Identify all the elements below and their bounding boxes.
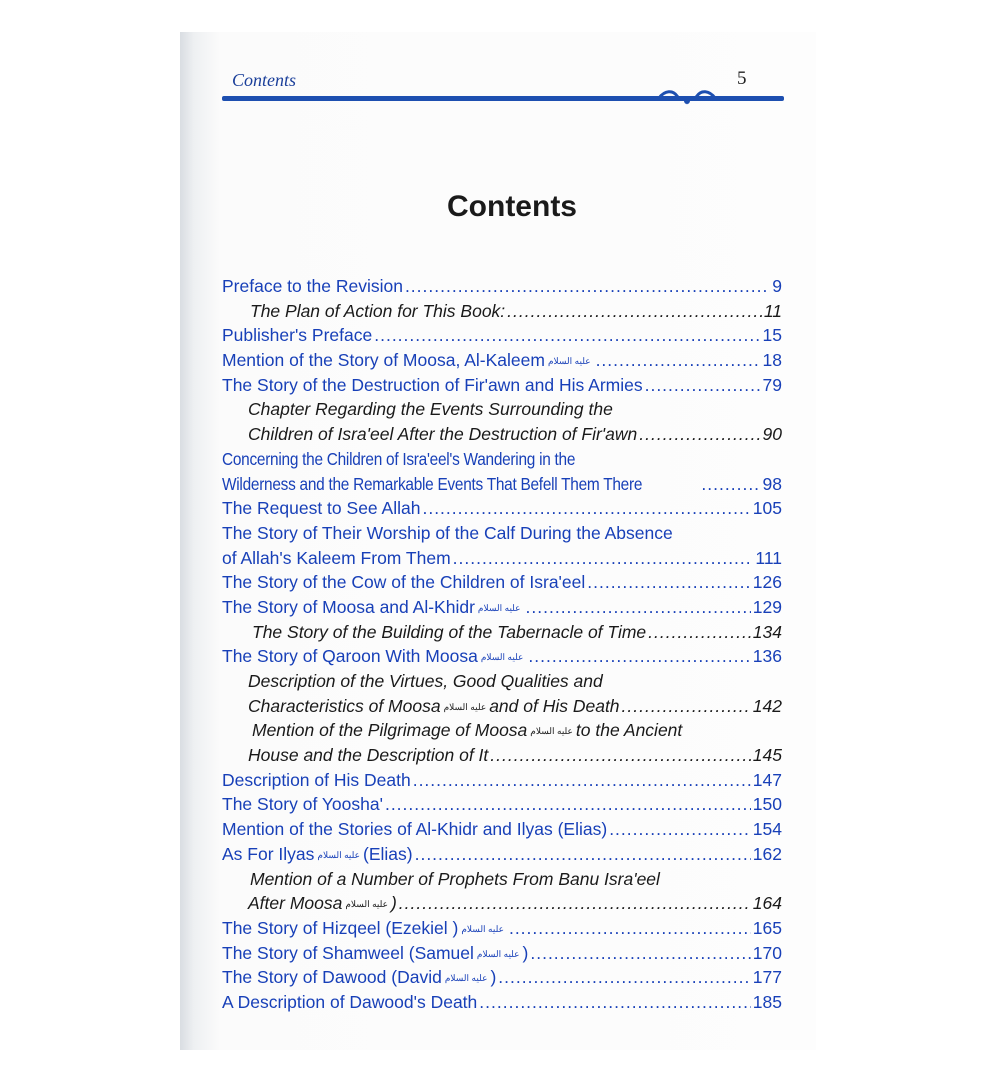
honorific-glyph: عليه السلام xyxy=(480,652,524,663)
dot-leader xyxy=(415,844,751,865)
honorific-glyph: عليه السلام xyxy=(477,602,521,613)
toc-entry-text: The Request to See Allah xyxy=(222,498,421,519)
toc-entry-text: Characteristics of Moosa xyxy=(248,695,441,716)
table-of-contents xyxy=(222,276,782,1017)
toc-entry xyxy=(222,301,782,326)
toc-page-number: 170 xyxy=(752,942,782,963)
honorific-glyph: عليه السلام xyxy=(547,356,591,367)
toc-entry-text: Mention of a Number of Prophets From Banu Isra'eel xyxy=(250,868,660,889)
ornament-icon xyxy=(655,84,719,106)
toc-entry-title xyxy=(222,523,673,544)
dot-leader xyxy=(399,893,751,914)
toc-entry-text: The Plan of Action for This Book: xyxy=(250,300,506,321)
toc-entry-title xyxy=(222,646,526,667)
toc-entry-text: ) xyxy=(390,893,397,914)
dot-leader xyxy=(639,424,760,445)
dot-leader xyxy=(645,375,761,396)
toc-entry-title xyxy=(222,572,585,593)
dot-leader xyxy=(374,325,760,346)
dot-leader xyxy=(587,572,751,593)
toc-entry-title xyxy=(222,474,642,495)
toc-entry-text: Mention of the Stories of Al-Khidr and Ilyas (Elias) xyxy=(222,819,608,840)
toc-entry-text: ) xyxy=(522,942,529,963)
honorific-glyph: عليه السلام xyxy=(317,849,360,860)
toc-entry xyxy=(222,819,782,844)
toc-entry xyxy=(222,893,782,918)
toc-entry-title xyxy=(222,918,507,939)
toc-entry xyxy=(222,424,782,449)
toc-entry-text: ) xyxy=(490,967,497,988)
toc-entry-title xyxy=(252,622,646,643)
toc-entry-text: Chapter Regarding the Events Surrounding the xyxy=(248,399,613,420)
toc-entry xyxy=(222,992,782,1017)
toc-entry xyxy=(222,943,782,968)
toc-entry-text: The Story of the Building of the Tabernacle of Time xyxy=(252,621,647,642)
dot-leader xyxy=(622,696,751,717)
toc-entry xyxy=(222,276,782,301)
toc-page-number: 177 xyxy=(752,967,782,988)
toc-page-number: 145 xyxy=(752,745,782,766)
toc-entry-text: Description of His Death xyxy=(222,769,411,790)
toc-entry xyxy=(222,399,782,424)
toc-entry xyxy=(222,720,782,745)
dot-leader xyxy=(413,770,751,791)
toc-entry-text: The Story of Qaroon With Moosa xyxy=(222,646,478,667)
header-rule xyxy=(222,96,784,101)
toc-entry xyxy=(222,671,782,696)
dot-leader xyxy=(453,548,754,569)
running-title: Contents xyxy=(232,70,297,90)
toc-entry xyxy=(222,449,782,474)
toc-entry xyxy=(222,646,782,671)
toc-entry-title xyxy=(248,696,620,717)
toc-entry-title xyxy=(248,893,397,914)
toc-entry-text: of Allah's Kaleem From Them xyxy=(222,547,451,568)
toc-entry-text: The Story of Dawood (David xyxy=(222,967,442,988)
toc-entry-text: (Elias) xyxy=(363,843,413,864)
toc-page-number: 11 xyxy=(763,300,782,321)
toc-entry-text: The Story of Moosa and Al-Khidr xyxy=(222,596,475,617)
toc-entry-title xyxy=(252,720,682,741)
toc-page-number: 126 xyxy=(752,572,782,593)
toc-entry-title xyxy=(248,424,637,445)
toc-entry xyxy=(222,770,782,795)
toc-page-number: 129 xyxy=(752,596,782,617)
toc-entry-title xyxy=(222,375,643,396)
toc-entry-text: Preface to the Revision xyxy=(222,276,403,296)
toc-entry-text: The Story of Their Worship of the Calf During the Absence xyxy=(222,522,673,543)
honorific-glyph: عليه السلام xyxy=(345,899,388,910)
toc-page-number: 18 xyxy=(762,350,782,371)
toc-entry xyxy=(222,844,782,869)
toc-entry-text: Mention of the Story of Moosa, Al-Kaleem xyxy=(222,350,545,371)
toc-entry-title xyxy=(222,770,411,791)
toc-page-number: 142 xyxy=(752,695,782,716)
toc-page-number: 90 xyxy=(762,424,782,445)
toc-entry xyxy=(222,523,782,548)
dot-leader xyxy=(498,967,751,988)
toc-entry xyxy=(222,696,782,721)
toc-entry xyxy=(222,869,782,894)
toc-entry xyxy=(222,622,782,647)
toc-entry-text: The Story of the Destruction of Fir'awn and His Armies xyxy=(222,374,643,395)
toc-page-number: 165 xyxy=(752,917,782,938)
dot-leader xyxy=(422,498,750,519)
honorific-glyph: عليه السلام xyxy=(461,923,504,934)
honorific-glyph: عليه السلام xyxy=(530,726,573,737)
toc-entry-text: Concerning the Children of Isra'eel's Wandering in the xyxy=(222,448,576,469)
toc-entry-title xyxy=(222,794,383,815)
toc-entry xyxy=(222,572,782,597)
toc-page-number: 79 xyxy=(762,374,782,395)
toc-entry-title xyxy=(222,548,451,569)
toc-page-number: 162 xyxy=(752,843,782,864)
toc-entry-title xyxy=(222,967,496,988)
toc-entry xyxy=(222,794,782,819)
toc-entry-title xyxy=(250,869,660,890)
toc-page-number: 9 xyxy=(772,276,782,296)
honorific-glyph: عليه السلام xyxy=(476,948,520,959)
toc-entry-text: Mention of the Pilgrimage of Moosa xyxy=(252,720,528,741)
toc-entry xyxy=(222,375,782,400)
toc-entry-text: The Story of Yoosha' xyxy=(222,794,383,815)
toc-entry-text: House and the Description of It xyxy=(248,745,489,766)
dot-leader xyxy=(528,646,750,667)
toc-entry-text: The Story of the Cow of the Children of Isra'eel xyxy=(222,572,586,593)
dot-leader xyxy=(648,622,751,643)
toc-page-number: 111 xyxy=(755,547,782,568)
dot-leader xyxy=(507,301,762,322)
toc-entry xyxy=(222,918,782,943)
toc-entry xyxy=(222,548,782,573)
dot-leader xyxy=(490,745,751,766)
toc-page-number: 150 xyxy=(752,794,782,815)
page-number: 5 xyxy=(737,68,747,89)
toc-entry-text: As For Ilyas xyxy=(222,843,315,864)
toc-entry-title xyxy=(250,301,505,322)
honorific-glyph: عليه السلام xyxy=(444,973,488,984)
dot-leader xyxy=(526,597,751,618)
toc-entry-text: Description of the Virtues, Good Qualities and xyxy=(248,671,603,691)
toc-entry-title xyxy=(222,498,420,519)
toc-entry xyxy=(222,745,782,770)
toc-entry xyxy=(222,597,782,622)
honorific-glyph: عليه السلام xyxy=(443,701,487,712)
dot-leader xyxy=(405,276,770,297)
toc-entry-text: to the Ancient xyxy=(575,720,683,741)
dot-leader xyxy=(530,943,750,964)
toc-entry-title xyxy=(222,449,575,470)
dot-leader xyxy=(701,474,760,495)
toc-entry xyxy=(222,474,782,499)
dot-leader xyxy=(596,350,761,371)
dot-leader xyxy=(385,794,751,815)
toc-entry-text: A Description of Dawood's Death xyxy=(222,991,478,1012)
toc-page-number: 147 xyxy=(752,769,782,790)
toc-entry-text: The Story of Shamweel (Samuel xyxy=(222,942,474,963)
page-title: Contents xyxy=(447,190,577,223)
dot-leader xyxy=(479,992,751,1013)
toc-entry-text: Publisher's Preface xyxy=(222,325,373,346)
toc-entry-text: Wilderness and the Remarkable Events That Befell Them There xyxy=(222,473,643,494)
toc-entry-title xyxy=(222,276,403,297)
toc-entry-title xyxy=(248,745,488,766)
toc-page-number: 105 xyxy=(752,498,782,519)
toc-page-number: 185 xyxy=(752,991,782,1012)
toc-entry-title xyxy=(222,844,413,865)
toc-entry-title xyxy=(222,992,477,1013)
toc-entry-title xyxy=(248,671,603,692)
toc-entry-title xyxy=(248,399,613,420)
toc-entry-text: After Moosa xyxy=(248,893,343,914)
toc-page-number: 164 xyxy=(752,893,782,914)
toc-entry xyxy=(222,350,782,375)
toc-page-number: 136 xyxy=(752,646,782,667)
toc-entry xyxy=(222,325,782,350)
toc-entry-title xyxy=(222,943,528,964)
toc-page-number: 134 xyxy=(752,621,782,642)
dot-leader xyxy=(509,918,751,939)
toc-entry-text: The Story of Hizqeel (Ezekiel ) xyxy=(222,917,459,938)
toc-entry-title xyxy=(222,350,594,371)
toc-page-number: 98 xyxy=(762,473,782,494)
toc-entry-text: and of His Death xyxy=(489,695,620,716)
toc-page-number: 154 xyxy=(752,819,782,840)
toc-page-number: 15 xyxy=(762,325,782,346)
toc-entry xyxy=(222,967,782,992)
toc-entry-title xyxy=(222,325,372,346)
toc-entry-text: Children of Isra'eel After the Destruction of Fir'awn xyxy=(248,424,638,445)
toc-entry-title xyxy=(222,597,524,618)
toc-entry-title xyxy=(222,819,607,840)
toc-entry xyxy=(222,498,782,523)
dot-leader xyxy=(609,819,751,840)
